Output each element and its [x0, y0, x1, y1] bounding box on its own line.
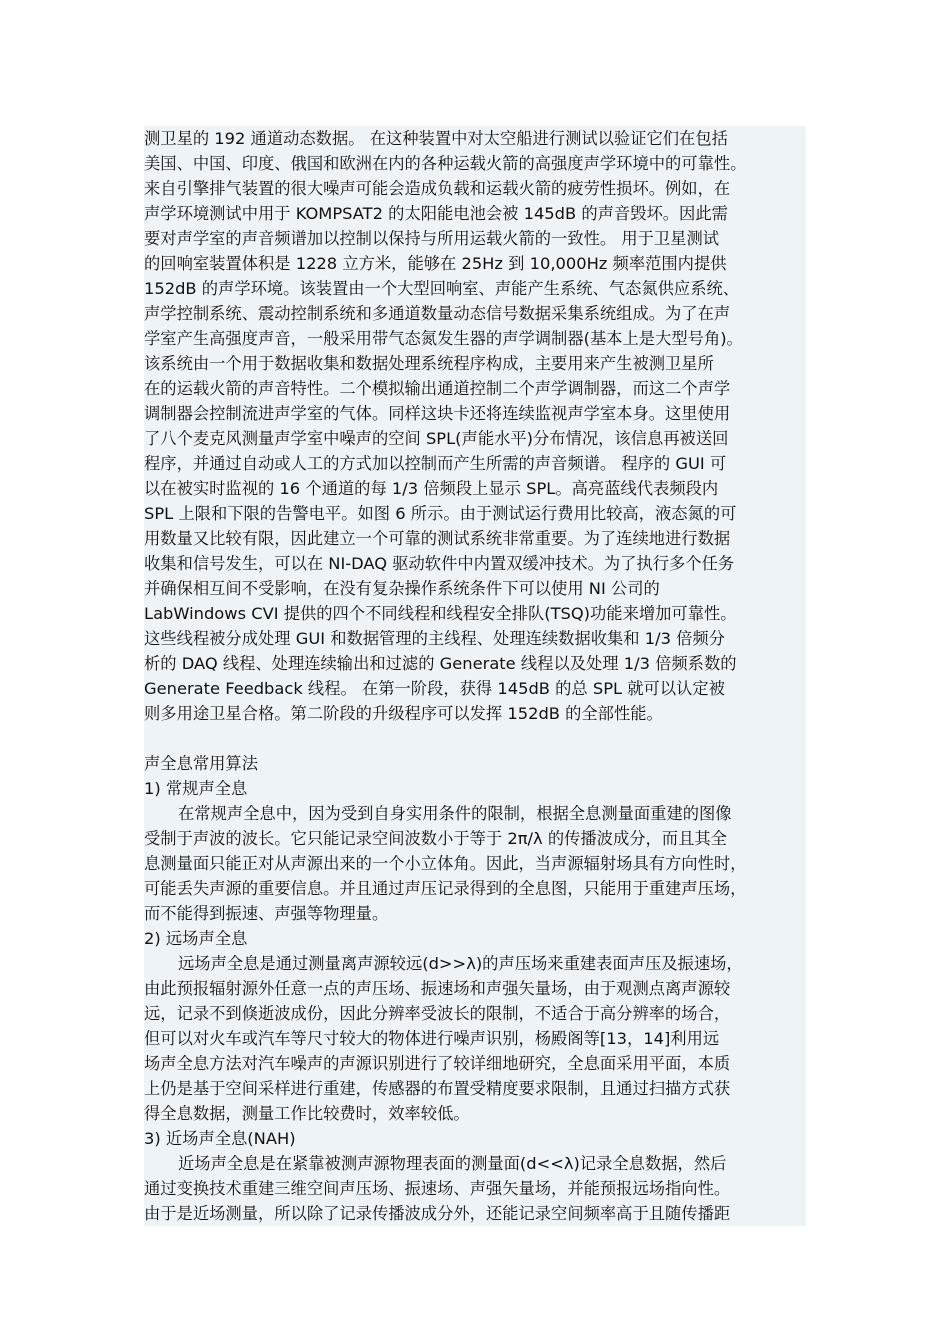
text-line: 要对声学室的声音频谱加以控制以保持与所用运载火箭的一致性。 用于卫星测试	[144, 229, 720, 248]
text-line: 在常规声全息中，因为受到自身实用条件的限制，根据全息测量面重建的图像	[178, 804, 732, 823]
text-line: 美国、中国、印度、俄国和欧洲在内的各种运载火箭的高强度声学环境中的可靠性。	[144, 154, 747, 173]
text-line: 以在被实时监视的 16 个通道的每 1/3 倍频段上显示 SPL。高亮蓝线代表频段内	[144, 479, 719, 498]
text-line: 由于是近场测量，所以除了记录传播波成分外，还能记录空间频率高于且随传播距	[144, 1204, 731, 1223]
text-line: 了八个麦克风测量声学室中噪声的空间 SPL(声能水平)分布情况，该信息再被送回	[144, 429, 729, 448]
document-text-block	[144, 126, 806, 1226]
text-line: 可能丢失声源的重要信息。并且通过声压记录得到的全息图，只能用于重建声压场，	[144, 879, 747, 898]
text-line: 由此预报辐射源外任意一点的声压场、振速场和声强矢量场，由于观测点离声源较	[144, 979, 731, 998]
text-line: 这些线程被分成处理 GUI 和数据管理的主线程、处理连续数据收集和 1/3 倍频分	[144, 629, 725, 648]
subsection-title-conventional: 1) 常规声全息	[144, 779, 248, 798]
text-line: 通过变换技术重建三维空间声压场、振速场、声强矢量场，并能预报远场指向性。	[144, 1179, 731, 1198]
text-line: 则多用途卫星合格。第二阶段的升级程序可以发挥 152dB 的全部性能。	[144, 704, 663, 723]
text-line: 152dB 的声学环境。该装置由一个大型回响室、声能产生系统、气态氮供应系统、	[144, 279, 740, 298]
text-line: 受制于声波的波长。它只能记录空间波数小于等于 2π/λ 的传播波成分，而且其全	[144, 829, 727, 848]
paragraph-satellite-acoustic-test	[144, 126, 806, 726]
section-title: 声全息常用算法	[144, 754, 258, 773]
text-line: 调制器会控制流进声学室的气体。同样这块卡还将连续监视声学室本身。这里使用	[144, 404, 731, 423]
subsection-title-near-field: 3) 近场声全息(NAH)	[144, 1129, 296, 1148]
text-line: 声学控制系统、震动控制系统和多通道数量动态信号数据采集系统组成。为了在声	[144, 304, 731, 323]
text-line: 近场声全息是在紧靠被测声源物理表面的测量面(d<<λ)记录全息数据，然后	[178, 1154, 727, 1173]
text-line: 声学环境测试中用于 KOMPSAT2 的太阳能电池会被 145dB 的声音毁坏。因此需	[144, 204, 728, 223]
text-line: 来自引擎排气装置的很大噪声可能会造成负载和运载火箭的疲劳性损坏。例如，在	[144, 179, 731, 198]
text-line: 析的 DAQ 线程、处理连续输出和过滤的 Generate 线程以及处理 1/3 倍频系数的	[144, 654, 737, 673]
blank-line	[144, 726, 806, 751]
text-line: 收集和信号发生，可以在 NI-DAQ 驱动软件中内置双缓冲技术。为了执行多个任务	[144, 554, 735, 573]
text-line: 该系统由一个用于数据收集和数据处理系统程序构成，主要用来产生被测卫星所	[144, 354, 714, 373]
text-line: 程序，并通过自动或人工的方式加以控制而产生所需的声音频谱。 程序的 GUI 可	[144, 454, 727, 473]
text-line: 但可以对火车或汽车等尺寸较大的物体进行噪声识别，杨殿阁等[13，14]利用远	[144, 1029, 720, 1048]
text-line: LabWindows CVI 提供的四个不同线程和线程安全排队(TSQ)功能来增加可靠性。	[144, 604, 737, 623]
text-line: SPL 上限和下限的告警电平。如图 6 所示。由于测试运行费用比较高，液态氮的可	[144, 504, 737, 523]
text-line: 远场声全息是通过测量离声源较远(d>>λ)的声压场来重建表面声压及振速场，	[178, 954, 743, 973]
text-line: 而不能得到振速、声强等物理量。	[144, 904, 389, 923]
text-line: Generate Feedback 线程。 在第一阶段，获得 145dB 的总 SPL 就可以认定被	[144, 679, 725, 698]
text-line: 测卫星的 192 通道动态数据。 在这种装置中对太空船进行测试以验证它们在包括	[144, 129, 728, 148]
text-line: 的回响室装置体积是 1228 立方米，能够在 25Hz 到 10,000Hz 频率范围内提供	[144, 254, 727, 273]
paragraph-far-field-holography	[144, 951, 806, 1126]
text-line: 用数量又比较有限，因此建立一个可靠的测试系统非常重要。为了连续地进行数据	[144, 529, 731, 548]
text-line: 并确保相互间不受影响，在没有复杂操作系统条件下可以使用 NI 公司的	[144, 579, 660, 598]
text-line: 场声全息方法对汽车噪声的声源识别进行了较详细地研究，全息面采用平面，本质	[144, 1054, 731, 1073]
text-line: 远，记录不到倏逝波成份，因此分辨率受波长的限制，不适合于高分辨率的场合，	[144, 1004, 731, 1023]
text-line: 在的运载火箭的声音特性。二个模拟输出通道控制二个声学调制器，而这二个声学	[144, 379, 731, 398]
text-line: 得全息数据，测量工作比较费时，效率较低。	[144, 1104, 470, 1123]
text-line: 息测量面只能正对从声源出来的一个小立体角。因此，当声源辐射场具有方向性时，	[144, 854, 747, 873]
text-line: 学室产生高强度声音，一般采用带气态氮发生器的声学调制器(基本上是大型号角)。	[144, 329, 743, 348]
paragraph-conventional-holography	[144, 801, 806, 926]
subsection-title-far-field: 2) 远场声全息	[144, 929, 248, 948]
text-line: 上仍是基于空间采样进行重建，传感器的布置受精度要求限制，且通过扫描方式获	[144, 1079, 731, 1098]
paragraph-near-field-holography	[144, 1151, 806, 1226]
